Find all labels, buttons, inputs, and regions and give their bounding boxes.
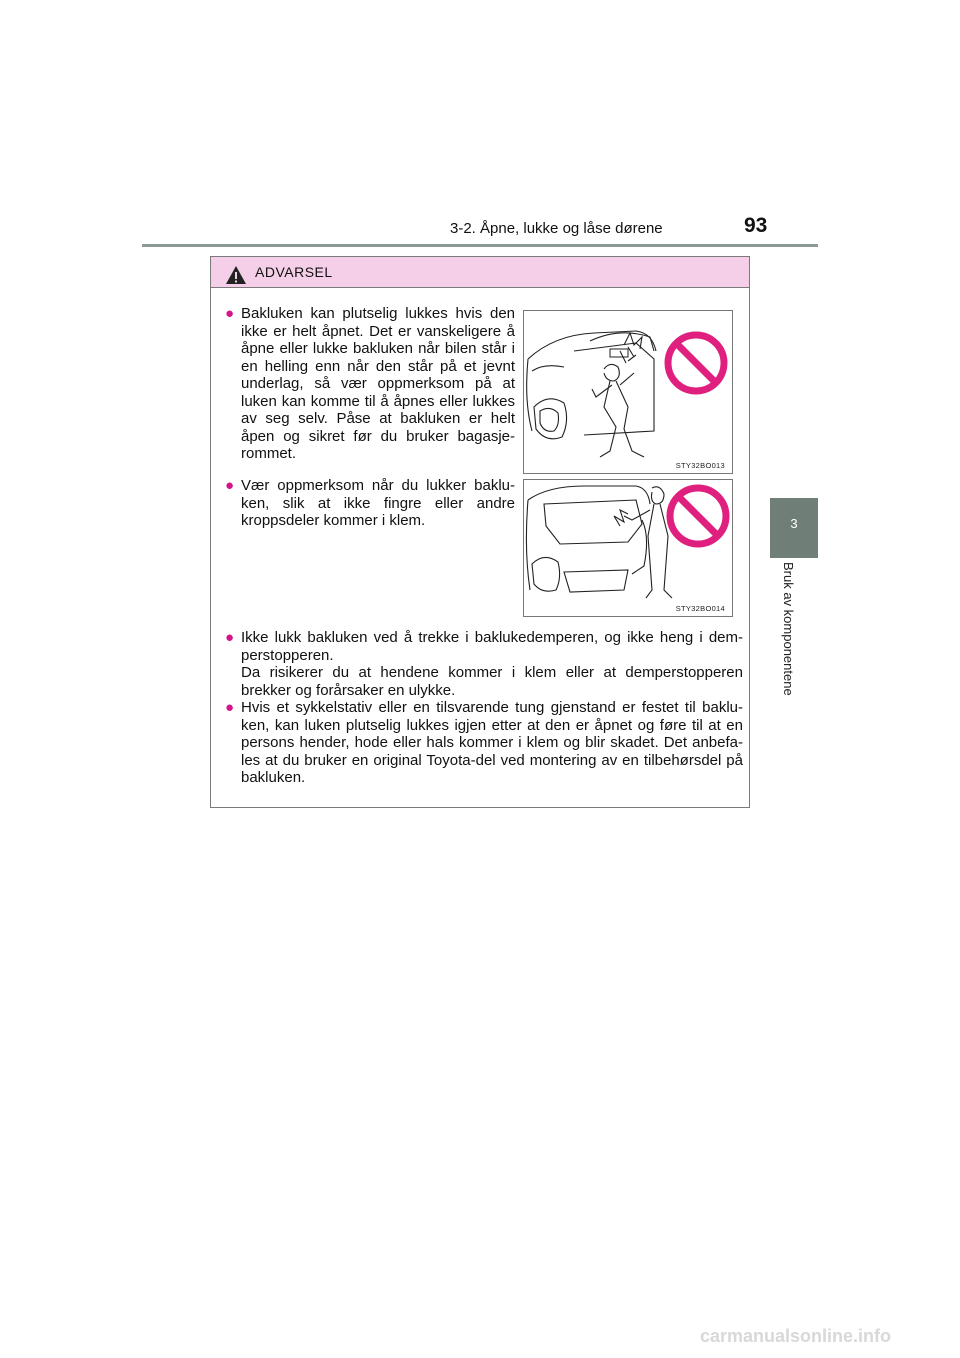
illustration-code: STY32BO014 — [675, 604, 725, 613]
illustration-code: STY32BO013 — [675, 461, 725, 470]
bullet-text: Hvis et sykkelstativ eller en tilsvarende tung gjenstand er festet til baklu-ken, kan luken plutselig lukkes igjen etter at den er åpnet og føre til at en persons hender, hode eller hals kommer i klem og blir skadet. Det anbefa-les at du bruker en original Toyota-del ved montering av en tilbehørsdel på bakluken. — [241, 699, 743, 786]
warning-bullet-4 — [225, 699, 743, 787]
section-title: 3-2. Åpne, lukke og låse dørene — [450, 220, 663, 237]
tailgate-head-injury-image — [524, 311, 732, 473]
chapter-number: 3 — [790, 516, 798, 531]
warning-box — [210, 256, 750, 808]
bullet-dot: ● — [225, 305, 235, 322]
warning-bullet-1 — [225, 305, 515, 463]
bullet-dot: ● — [225, 477, 235, 494]
bullet-subtext: Da risikerer du at hendene kommer i klem eller at demperstopperen brekker og forårsaker en ulykke. — [241, 664, 743, 699]
bullet-dot: ● — [225, 699, 235, 716]
warning-header — [211, 257, 749, 288]
bullet-dot: ● — [225, 629, 235, 646]
warning-bullet-2 — [225, 477, 515, 530]
warning-label: ADVARSEL — [255, 264, 333, 280]
watermark: carmanualsonline.info — [700, 1326, 892, 1346]
chapter-label: Bruk av komponentene — [781, 562, 796, 696]
bullet-text: Ikke lukk bakluken ved å trekke i baklukedemperen, og ikke heng i dem-perstopperen. — [241, 629, 743, 664]
warning-triangle-icon — [225, 265, 247, 285]
header-rule — [142, 244, 818, 247]
finger-pinch-image — [524, 480, 732, 616]
bullet-text: Vær oppmerksom når du lukker baklu-ken, slik at ikke fingre eller andre kroppsdeler kommer i klem. — [241, 477, 515, 529]
warning-bullet-3 — [225, 629, 743, 699]
chapter-tab — [770, 498, 818, 558]
illustration-tailgate-head — [523, 310, 733, 474]
page-number: 93 — [744, 214, 768, 237]
illustration-finger-pinch — [523, 479, 733, 617]
bullet-text: Bakluken kan plutselig lukkes hvis den ikke er helt åpnet. Det er vanskeligere å åpne eller lukke bakluken når bilen står i en helling enn når den står på et jevnt underlag, så vær oppmerksom på at luken kan komme til å åpnes eller lukkes av seg selv. Påse at bakluken er helt åpen og sikret før du bruker bagasje-rommet. — [241, 305, 515, 462]
